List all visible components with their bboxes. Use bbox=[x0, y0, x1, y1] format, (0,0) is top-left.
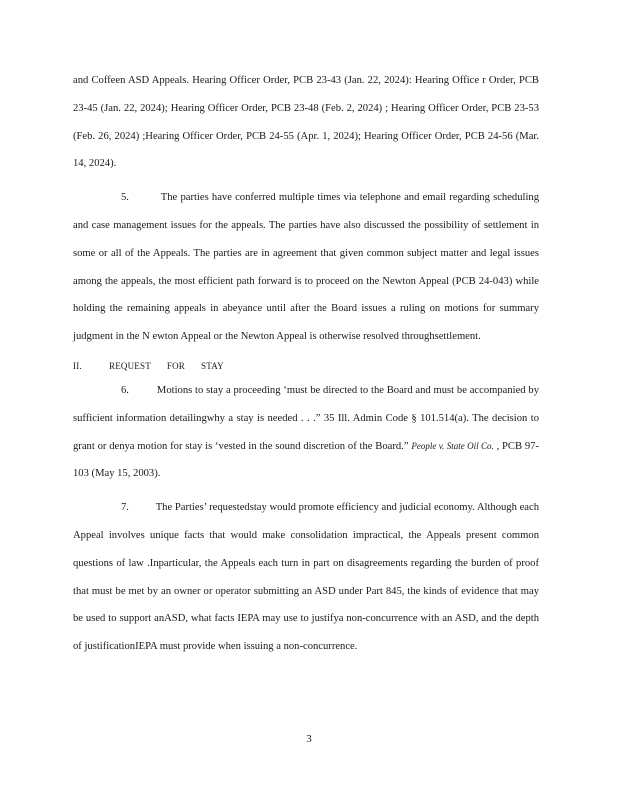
section-heading bbox=[73, 357, 539, 375]
section-heading-word-stay: STAY bbox=[201, 360, 224, 371]
paragraph-7: 7. The Parties’ requestedstay would promote efficiency and judicial economy. Although each Appeal involves unique facts that would make consolidation impractical, the Appeals present common questions of law .Inparticular, the Appeals each turn in part on disagreements regarding the burden of proof that must be met by an owner or operator submitting an ASD under Part 845, the kinds of evidence that may be used to support anASD, what facts IEPA may use to justifya non-concurrence with an ASD, and the depth of justificationIEPA must provide when issuing a non-concurrence. bbox=[73, 502, 542, 653]
paragraph-continuation: and Coffeen ASD Appeals. Hearing Officer Order, PCB 23-43 (Jan. 22, 2024): Hearing Office r Order, PCB 23-45 (Jan. 22, 2024); Hearing Officer Order, PCB 23-48 (Feb. 2, 2024) ; Hearing Officer Order, PCB 23-53 (Feb. 26, 2024) ;Hearing Officer Order, PCB 24-55 (Apr. 1, 2024); Hearing Officer Order, PCB 24-56 (Mar. 14, 2024). bbox=[73, 75, 539, 170]
paragraph-6 bbox=[73, 377, 542, 488]
section-heading-number: II. bbox=[73, 360, 82, 371]
paragraph-5: 5. The parties have conferred multiple times via telephone and email regarding scheduling and case management issues for the appeals. The parties have also discussed the possibility of settlement in some or all of the Appeals. The parties are in agreement that given common subject matter and legal issues among the appeals, the most efficient path forward is to proceed on the Newton Appeal (PCB 24-043) while holding the remaining appeals in abeyance until after the Board issues a ruling on motions for summary judgment in the N ewton Appeal or the Newton Appeal is otherwise resolved throughsettlement. bbox=[73, 192, 542, 343]
section-heading-word-for: FOR bbox=[166, 360, 186, 371]
document-body bbox=[73, 67, 542, 661]
paragraph-6-citation-tail: , PCB 97-103 (May 15, 2003). bbox=[73, 440, 539, 480]
paragraph-6-text: 6. Motions to stay a proceeding ‘must be directed to the Board and must be accompanied by sufficient information detailingwhy a stay is needed . . .” 35 Ill. Admin Code § 101.514(a). The decision to grant or denya motion for stay is ‘vested in the sound discretion of the Board.” bbox=[73, 384, 542, 452]
section-heading-word-request: REQUEST bbox=[109, 360, 151, 371]
case-citation-name: People v. State Oil Co. bbox=[411, 440, 494, 451]
page-number: 3 bbox=[306, 733, 312, 745]
